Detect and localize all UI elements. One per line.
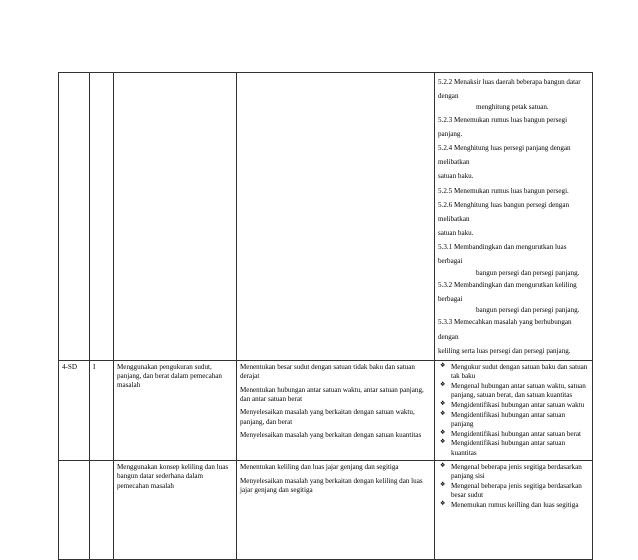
list-item: ❖ Mengidentifikasi hubungan antar satuan waktu bbox=[440, 400, 585, 409]
curriculum-table bbox=[58, 72, 593, 560]
indicator-line: menghitung petak satuan. bbox=[476, 103, 549, 112]
table-row bbox=[59, 461, 593, 560]
list-item: ❖ Mengidentifikasi hubungan antar satuan berat bbox=[440, 429, 582, 438]
indicator-list bbox=[438, 363, 589, 458]
number-cell: I bbox=[90, 361, 114, 461]
indicator-line: keliling serta luas persegi dan persegi panjang. bbox=[438, 346, 571, 355]
list-item: ❖ Mengenal hubungan antar satuan waktu, satuan panjang, satuan berat, dan satuan kuantitas bbox=[440, 381, 586, 400]
diamond-bullet-icon: ❖ bbox=[440, 429, 446, 436]
standard-cell: Menggunakan pengukuran sudut, panjang, dan berat dalam pemecahan masalah bbox=[114, 361, 237, 461]
competency-cell bbox=[237, 361, 435, 461]
competency-cell bbox=[237, 461, 435, 560]
diamond-bullet-icon: ❖ bbox=[440, 439, 446, 446]
table-row-top-continuation bbox=[59, 73, 593, 361]
indicator-line: 5.3.2 Membandingkan dan mengurutkan keliling berbagai bbox=[438, 280, 577, 304]
list-item: ❖ Menemukan rumus keilling dan luas segitiga bbox=[440, 501, 579, 510]
standard-cell bbox=[114, 73, 237, 361]
diamond-bullet-icon: ❖ bbox=[440, 400, 446, 407]
competency-text: Menyelesaikan masalah yang berkaitan dengan keliling dan luas jajar genjang dan segitiga bbox=[240, 476, 423, 494]
list-item: ❖ Mengidentifikasi hubungan antar satuan kuantitas bbox=[440, 439, 566, 457]
number-cell bbox=[90, 73, 114, 361]
competency-cell bbox=[237, 73, 435, 361]
indicator-line: 5.3.1 Membandingkan dan mengurutkan luas berbagai bbox=[438, 243, 567, 266]
indicator-line: satuan baku. bbox=[438, 172, 474, 181]
grade-cell bbox=[59, 73, 90, 361]
diamond-bullet-icon: ❖ bbox=[440, 410, 446, 417]
indicator-line: 5.2.3 Menemukan rumus luas bangun persegi panjang. bbox=[438, 115, 568, 138]
indicator-line: bangun persegi dan persegi panjang. bbox=[476, 306, 580, 315]
diamond-bullet-icon: ❖ bbox=[440, 501, 446, 508]
diamond-bullet-icon: ❖ bbox=[440, 363, 446, 370]
indicator-line: 5.2.2 Menaksir luas daerah beberapa bangun datar dengan bbox=[438, 78, 581, 101]
competency-text: Menyelesaikan masalah yang berkaitan dengan satuan waktu, panjang, dan berat bbox=[240, 408, 415, 426]
competency-text: Menentukan hubungan antar satuan waktu, antar satuan panjang, dan antar satuan berat bbox=[240, 385, 424, 403]
indicator-line: 5.2.4 Menghitung luas persegi panjang dengan melibatkan bbox=[438, 143, 571, 167]
indicator-cell bbox=[435, 461, 593, 560]
indicator-line: 5.2.5 Menemukan rumus luas bangun persegi. bbox=[438, 186, 569, 195]
competency-text: Menyelesaikan masalah yang berkaitan dengan satuan kuantitas bbox=[240, 430, 422, 439]
list-item: ❖ Mengenal beberapa jenis segitiga berdasarkan besar sudut bbox=[440, 482, 582, 500]
competency-text: Menentukan keliling dan luas jajar genjang dan segitiga bbox=[240, 463, 399, 472]
table-row bbox=[59, 361, 593, 461]
indicator-list bbox=[438, 463, 589, 510]
diamond-bullet-icon: ❖ bbox=[440, 463, 446, 470]
diamond-bullet-icon: ❖ bbox=[440, 482, 446, 489]
grade-cell: 4-SD bbox=[59, 361, 90, 461]
grade-cell bbox=[59, 461, 90, 560]
diamond-bullet-icon: ❖ bbox=[440, 381, 446, 388]
list-item: ❖ Mengenal beberapa jenis segitiga berdasarkan panjang sisi bbox=[440, 463, 582, 481]
number-cell bbox=[90, 461, 114, 560]
indicator-line: bangun persegi dan persegi panjang. bbox=[476, 268, 580, 277]
indicator-cell bbox=[435, 361, 593, 461]
standard-cell: Menggunakan konsep keliling dan luas bangun datar sederhana dalam pemecahan masalah bbox=[114, 461, 237, 560]
indicator-line: 5.2.6 Menghitung luas bangun persegi dengan melibatkan bbox=[438, 200, 570, 223]
list-item: ❖ Mengukur sudut dengan satuan baku dan satuan tak baku bbox=[440, 363, 588, 381]
indicator-line: 5.3.3 Memecahkan masalah yang berhubungan dengan bbox=[438, 318, 572, 341]
competency-text: Menentukan besar sudut dengan satuan tidak baku dan satuan derajat bbox=[240, 363, 415, 381]
indicator-line: satuan baku. bbox=[438, 229, 474, 238]
indicator-cell bbox=[435, 73, 593, 361]
list-item: ❖ Mengidentifikasi hubungan antar satuan panjang bbox=[440, 410, 566, 428]
